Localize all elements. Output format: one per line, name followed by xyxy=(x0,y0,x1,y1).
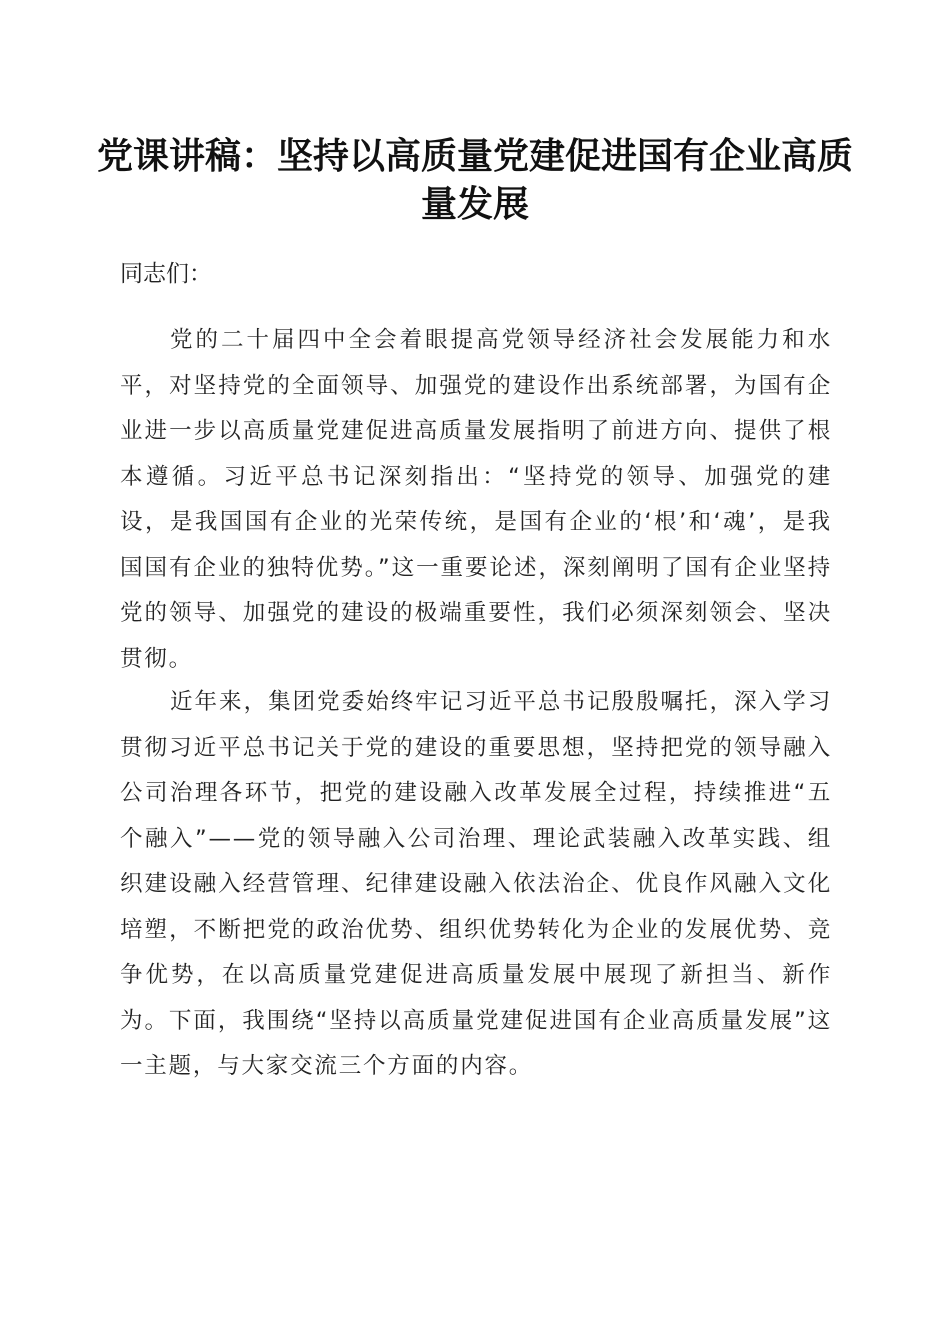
salutation: 同志们： xyxy=(120,261,212,287)
paragraph-1: 党的二十届四中全会着眼提高党领导经济社会发展能力和水平，对坚持党的全面领导、加强党的建设作出系统部署，为国有企业进一步以高质量党建促进高质量发展指明了前进方向、提供了根本遵循。习近平总书记深刻指出：“坚持党的领导、加强党的建设，是我国国有企业的光荣传统，是国有企业的‘根’和‘魂’，是我国国有企业的独特优势。”这一重要论述，深刻阐明了国有企业坚持党的领导、加强党的建设的极端重要性，我们必须深刻领会、坚决贯彻。 xyxy=(120,327,832,672)
document-title: 党课讲稿：坚持以高质量党建促进国有企业高质量发展 xyxy=(96,135,853,225)
paragraph-2: 近年来，集团党委始终牢记习近平总书记殷殷嘱托，深入学习贯彻习近平总书记关于党的建设的重要思想，坚持把党的领导融入公司治理各环节，把党的建设融入改革发展全过程，持续推进“五个融入”——党的领导融入公司治理、理论武装融入改革实践、组织建设融入经营管理、纪律建设融入依法治企、优良作风融入文化培塑，不断把党的政治优势、组织优势转化为企业的发展优势、竞争优势，在以高质量党建促进高质量发展中展现了新担当、新作为。下面，我围绕“坚持以高质量党建促进国有企业高质量发展”这一主题，与大家交流三个方面的内容。 xyxy=(120,689,832,1079)
